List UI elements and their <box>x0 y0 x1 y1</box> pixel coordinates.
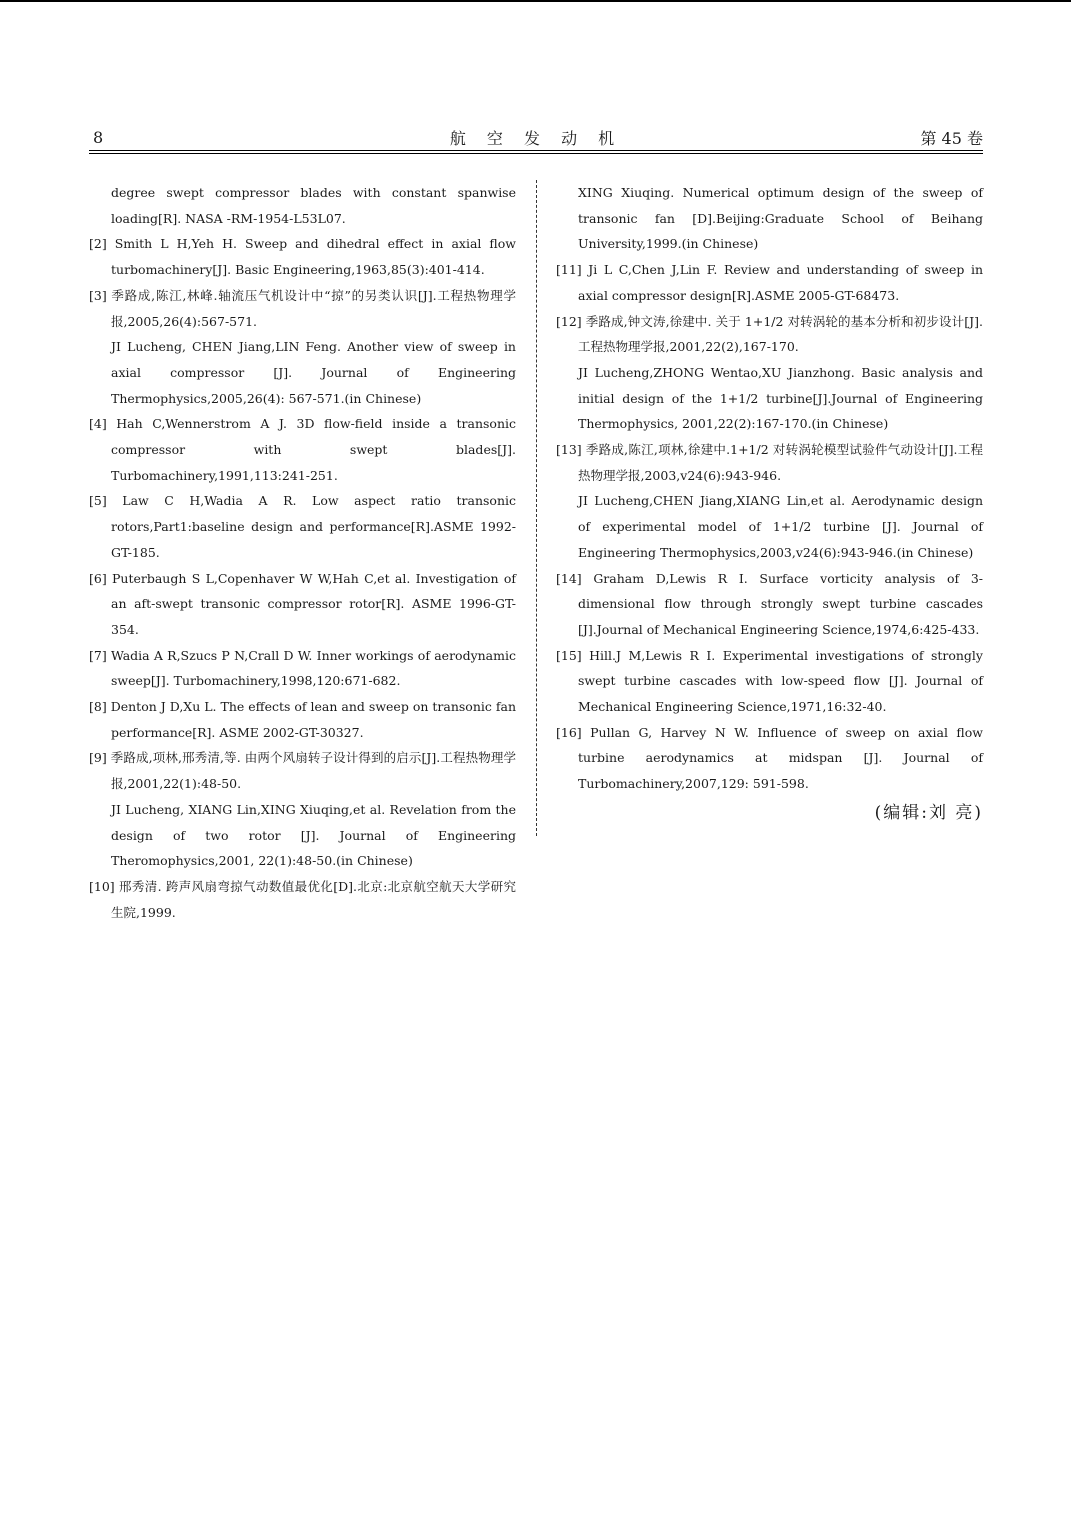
reference-english: JI Lucheng, XIANG Lin,XING Xiuqing,et al. Revelation from the design of two rotor [J]. Journal of Engineering Theromophysics,2001, 22(1):48-50.(in Chinese) <box>111 801 516 869</box>
reference-item: [4] Hah C,Wennerstrom A J. 3D flow-field inside a transonic compressor with swept blades[J]. Turbomachinery,1991,113:241-251. <box>89 416 516 483</box>
reference-item: [11] Ji L C,Chen J,Lin F. Review and understanding of sweep in axial compressor design[R].ASME 2005-GT-68473. <box>556 262 983 303</box>
header-rule-top <box>89 150 983 151</box>
journal-title: 航 空 发 动 机 <box>449 129 623 148</box>
reference-english: JI Lucheng, CHEN Jiang,LIN Feng. Another view of sweep in axial compressor [J]. Journal of Engineering Thermophysics,2005,26(4): 567-571.(in Chinese) <box>111 339 516 406</box>
reference-item: degree swept compressor blades with constant spanwise loading[R]. NASA -RM-1954-L53L07. <box>111 185 516 226</box>
reference-item: [16] Pullan G, Harvey N W. Influence of sweep on axial flow turbine aerodynamics at midspan [J]. Journal of Turbomachinery,2007,129: 591-598. <box>556 724 983 792</box>
reference-item: [6] Puterbaugh S L,Copenhaver W W,Hah C,et al. Investigation of an aft-swept transonic compressor rotor[R]. ASME 1996-GT-354. <box>89 570 516 637</box>
reference-item: [10] 邢秀清. 跨声风扇弯掠气动数值最优化[D].北京:北京航空航天大学研究生院,1999. <box>89 878 516 920</box>
reference-item: [9] 季路成,项林,邢秀清,等. 由两个风扇转子设计得到的启示[J].工程热物理学报,2001,22(1):48-50. JI Lucheng, XIANG Lin,XING Xiuqing,et al. Revelation from the design of two rotor [J]. Journal of Engineering Theromophysics,2001, 22(1):48-50.(in Chinese) <box>89 745 516 874</box>
column-divider <box>536 180 537 836</box>
reference-item: [5] Law C H,Wadia A R. Low aspect ratio transonic rotors,Part1:baseline design and performance[R].ASME 1992-GT-185. <box>89 493 516 560</box>
reference-item: [2] Smith L H,Yeh H. Sweep and dihedral effect in axial flow turbomachinery[J]. Basic Engineering,1963,85(3):401-414. <box>89 236 516 278</box>
editor-note: (编辑:刘 亮) <box>874 802 983 823</box>
reference-item: [8] Denton J D,Xu L. The effects of lean and sweep on transonic fan performance[R]. ASME 2002-GT-30327. <box>89 699 516 740</box>
top-border-rule <box>0 0 1071 2</box>
reference-item: [3] 季路成,陈江,林峰.轴流压气机设计中“掠”的另类认识[J].工程热物理学报,2005,26(4):567-571. JI Lucheng, CHEN Jiang,LIN Feng. Another view of sweep in axial compressor [J]. Journal of Engineering Thermophysics,2005,26(4): 567-571.(in Chinese) <box>89 283 516 412</box>
reference-item: [14] Graham D,Lewis R I. Surface vorticity analysis of 3-dimensional flow through strongly swept turbine cascades [J].Journal of Mechanical Engineering Science,1974,6:425-433. <box>556 570 983 637</box>
reference-english: JI Lucheng,CHEN Jiang,XIANG Lin,et al. Aerodynamic design of experimental model of 1+1/2 turbine [J]. Journal of Engineering Thermophysics,2003,v24(6):943-946.(in Chinese) <box>578 493 983 560</box>
references-left-column <box>89 180 516 925</box>
running-header <box>89 124 983 150</box>
header-rule-bottom <box>89 153 983 154</box>
reference-item: [15] Hill.J M,Lewis R I. Experimental investigations of strongly swept turbine cascades with low-speed flow [J]. Journal of Mechanical Engineering Science,1971,16:32-40. <box>556 647 983 715</box>
page-number: 8 <box>93 128 104 147</box>
reference-item: [12] 季路成,钟文涛,徐建中. 关于 1+1/2 对转涡轮的基本分析和初步设计[J].工程热物理学报,2001,22(2),167-170. JI Lucheng,ZHONG Wentao,XU Jianzhong. Basic analysis and initial design of the 1+1/2 turbine[J].Journal of Engineering Thermophysics, 2001,22(2):167-170.(in Chinese) <box>556 309 983 438</box>
references-right-column <box>556 180 983 827</box>
volume-label: 第 45 卷 <box>920 129 983 148</box>
reference-item: [7] Wadia A R,Szucs P N,Crall D W. Inner workings of aerodynamic sweep[J]. Turbomachinery,1998,120:671-682. <box>89 647 516 689</box>
reference-english: JI Lucheng,ZHONG Wentao,XU Jianzhong. Basic analysis and initial design of the 1+1/2 turbine[J].Journal of Engineering Thermophysics, 2001,22(2):167-170.(in Chinese) <box>578 364 983 432</box>
reference-item: XING Xiuqing. Numerical optimum design of the sweep of transonic fan [D].Beijing:Graduate School of Beihang University,1999.(in Chinese) <box>578 185 983 252</box>
reference-item: [13] 季路成,陈江,项林,徐建中.1+1/2 对转涡轮模型试验件气动设计[J].工程热物理学报,2003,v24(6):943-946. JI Lucheng,CHEN Jiang,XIANG Lin,et al. Aerodynamic design of experimental model of 1+1/2 turbine [J]. Journal of Engineering Thermophysics,2003,v24(6):943-946.(in Chinese) <box>556 437 983 566</box>
